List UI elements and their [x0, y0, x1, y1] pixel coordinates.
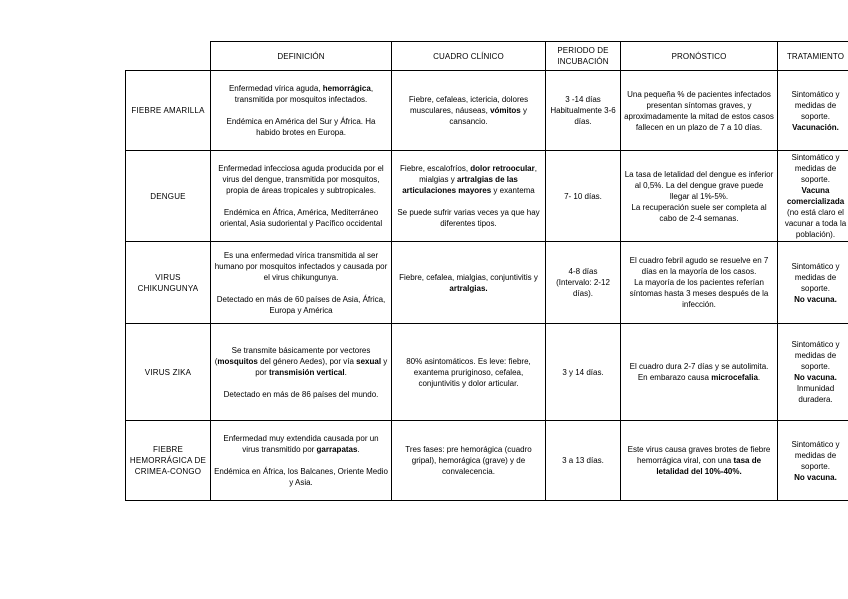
definicion-p2: Detectado en más de 86 países del mundo. [223, 389, 379, 399]
cell-pronostico: El cuadro dura 2-7 días y se autolimita. En embarazo causa microcefalia. [621, 324, 778, 421]
cell-periodo: 3 a 13 días. [546, 421, 621, 501]
disease-comparison-table [125, 41, 848, 501]
definicion-p1: Enfermedad infecciosa aguda producida por el virus del dengue, transmitida por mosquitos, propia de áreas tropicales y subtropicales. [218, 164, 384, 195]
row-label: FIEBRE AMARILLA [126, 71, 211, 151]
row-label: DENGUE [126, 151, 211, 242]
table-row [126, 421, 848, 501]
cell-definicion [211, 71, 392, 151]
header-cuadro-clinico: CUADRO CLÍNICO [392, 42, 546, 71]
cell-cuadro-clinico: 80% asintomáticos. Es leve: fiebre, exantema pruriginoso, cefalea, conjuntivitis y dolor articular. [392, 324, 546, 421]
cell-pronostico: El cuadro febril agudo se resuelve en 7 días en la mayoría de los casos. La mayoría de los pacientes referían síntomas hasta 3 meses después de la infección. [621, 242, 778, 324]
header-tratamiento: TRATAMIENTO [778, 42, 848, 71]
header-pronostico: PRONÓSTICO [621, 42, 778, 71]
definicion-p2: Endémica en África, América, Mediterráneo oriental, Asia sudoriental y Pacífico occidental [219, 208, 383, 228]
cell-cuadro-clinico: Fiebre, escalofríos, dolor retroocular, mialgias y artralgias de las articulaciones mayores y exantema Se puede sufrir varias veces ya que hay diferentes tipos. [392, 151, 546, 242]
cell-pronostico: Este virus causa graves brotes de fiebre hemorrágica viral, con una tasa de letalidad del 10%-40%. [621, 421, 778, 501]
header-definicion: DEFINICIÓN [211, 42, 392, 71]
cell-tratamiento: Sintomático y medidas de soporte. Vacunación. [778, 71, 848, 151]
table-row [126, 324, 848, 421]
cell-tratamiento: Sintomático y medidas de soporte. No vacuna. [778, 242, 848, 324]
row-label: VIRUS ZIKA [126, 324, 211, 421]
header-row [126, 42, 848, 71]
cell-definicion [211, 242, 392, 324]
row-label: VIRUS CHIKUNGUNYA [126, 242, 211, 324]
header-empty [126, 42, 211, 71]
cell-definicion [211, 421, 392, 501]
cell-cuadro-clinico: Fiebre, cefalea, mialgias, conjuntivitis y artralgias. [392, 242, 546, 324]
definicion-p2: Endémica en América del Sur y África. Ha habido brotes en Europa. [226, 117, 376, 137]
cell-tratamiento: Sintomático y medidas de soporte. Vacuna comercializada (no está claro el vacunar a toda la población). [778, 151, 848, 242]
definicion-p1: Es una enfermedad vírica transmitida al ser humano por mosquitos infectados y causada por el virus chikungunya. [214, 250, 388, 282]
definicion-p2: Endémica en África, los Balcanes, Oriente Medio y Asia. [214, 467, 388, 487]
cell-definicion [211, 151, 392, 242]
table-row [126, 242, 848, 324]
cell-cuadro-clinico: Tres fases: pre hemorágica (cuadro gripal), hemorágica (grave) y de convalecencia. [392, 421, 546, 501]
cell-cuadro-clinico: Fiebre, cefaleas, ictericia, dolores musculares, náuseas, vómitos y cansancio. [392, 71, 546, 151]
cell-periodo: 3 -14 días Habitualmente 3-6 días. [546, 71, 621, 151]
definicion-p2: Detectado en más de 60 países de Asia, África, Europa y América [216, 294, 386, 315]
definicion-p1: Enfermedad muy extendida causada por un virus transmitido por garrapatas. [223, 434, 379, 454]
definicion-p1: Enfermedad vírica aguda, hemorrágica, transmitida por mosquitos infectados. [228, 84, 374, 104]
cell-periodo: 3 y 14 días. [546, 324, 621, 421]
cell-periodo: 7- 10 días. [546, 151, 621, 242]
cell-tratamiento: Sintomático y medidas de soporte. No vacuna. [778, 421, 848, 501]
cell-pronostico: Una pequeña % de pacientes infectados presentan síntomas graves, y aproximadamente la mitad de estos casos fallecen en un plazo de 7 a 10 días. [621, 71, 778, 151]
cell-pronostico: La tasa de letalidad del dengue es inferior al 0,5%. La del dengue grave puede llegar al 1%-5%. La recuperación suele ser completa al cabo de 2-4 semanas. [621, 151, 778, 242]
table-row [126, 71, 848, 151]
row-label: FIEBRE HEMORRÁGICA DE CRIMEA-CONGO [126, 421, 211, 501]
cell-definicion [211, 324, 392, 421]
cell-tratamiento: Sintomático y medidas de soporte. No vacuna. Inmunidad duradera. [778, 324, 848, 421]
table-row [126, 151, 848, 242]
cell-periodo: 4-8 días (Intervalo: 2-12 días). [546, 242, 621, 324]
definicion-p1: Se transmite básicamente por vectores (mosquitos del género Aedes), por vía sexual y por transmisión vertical. [214, 345, 388, 377]
header-periodo-incubacion: PERIODO DE INCUBACIÓN [546, 42, 621, 71]
